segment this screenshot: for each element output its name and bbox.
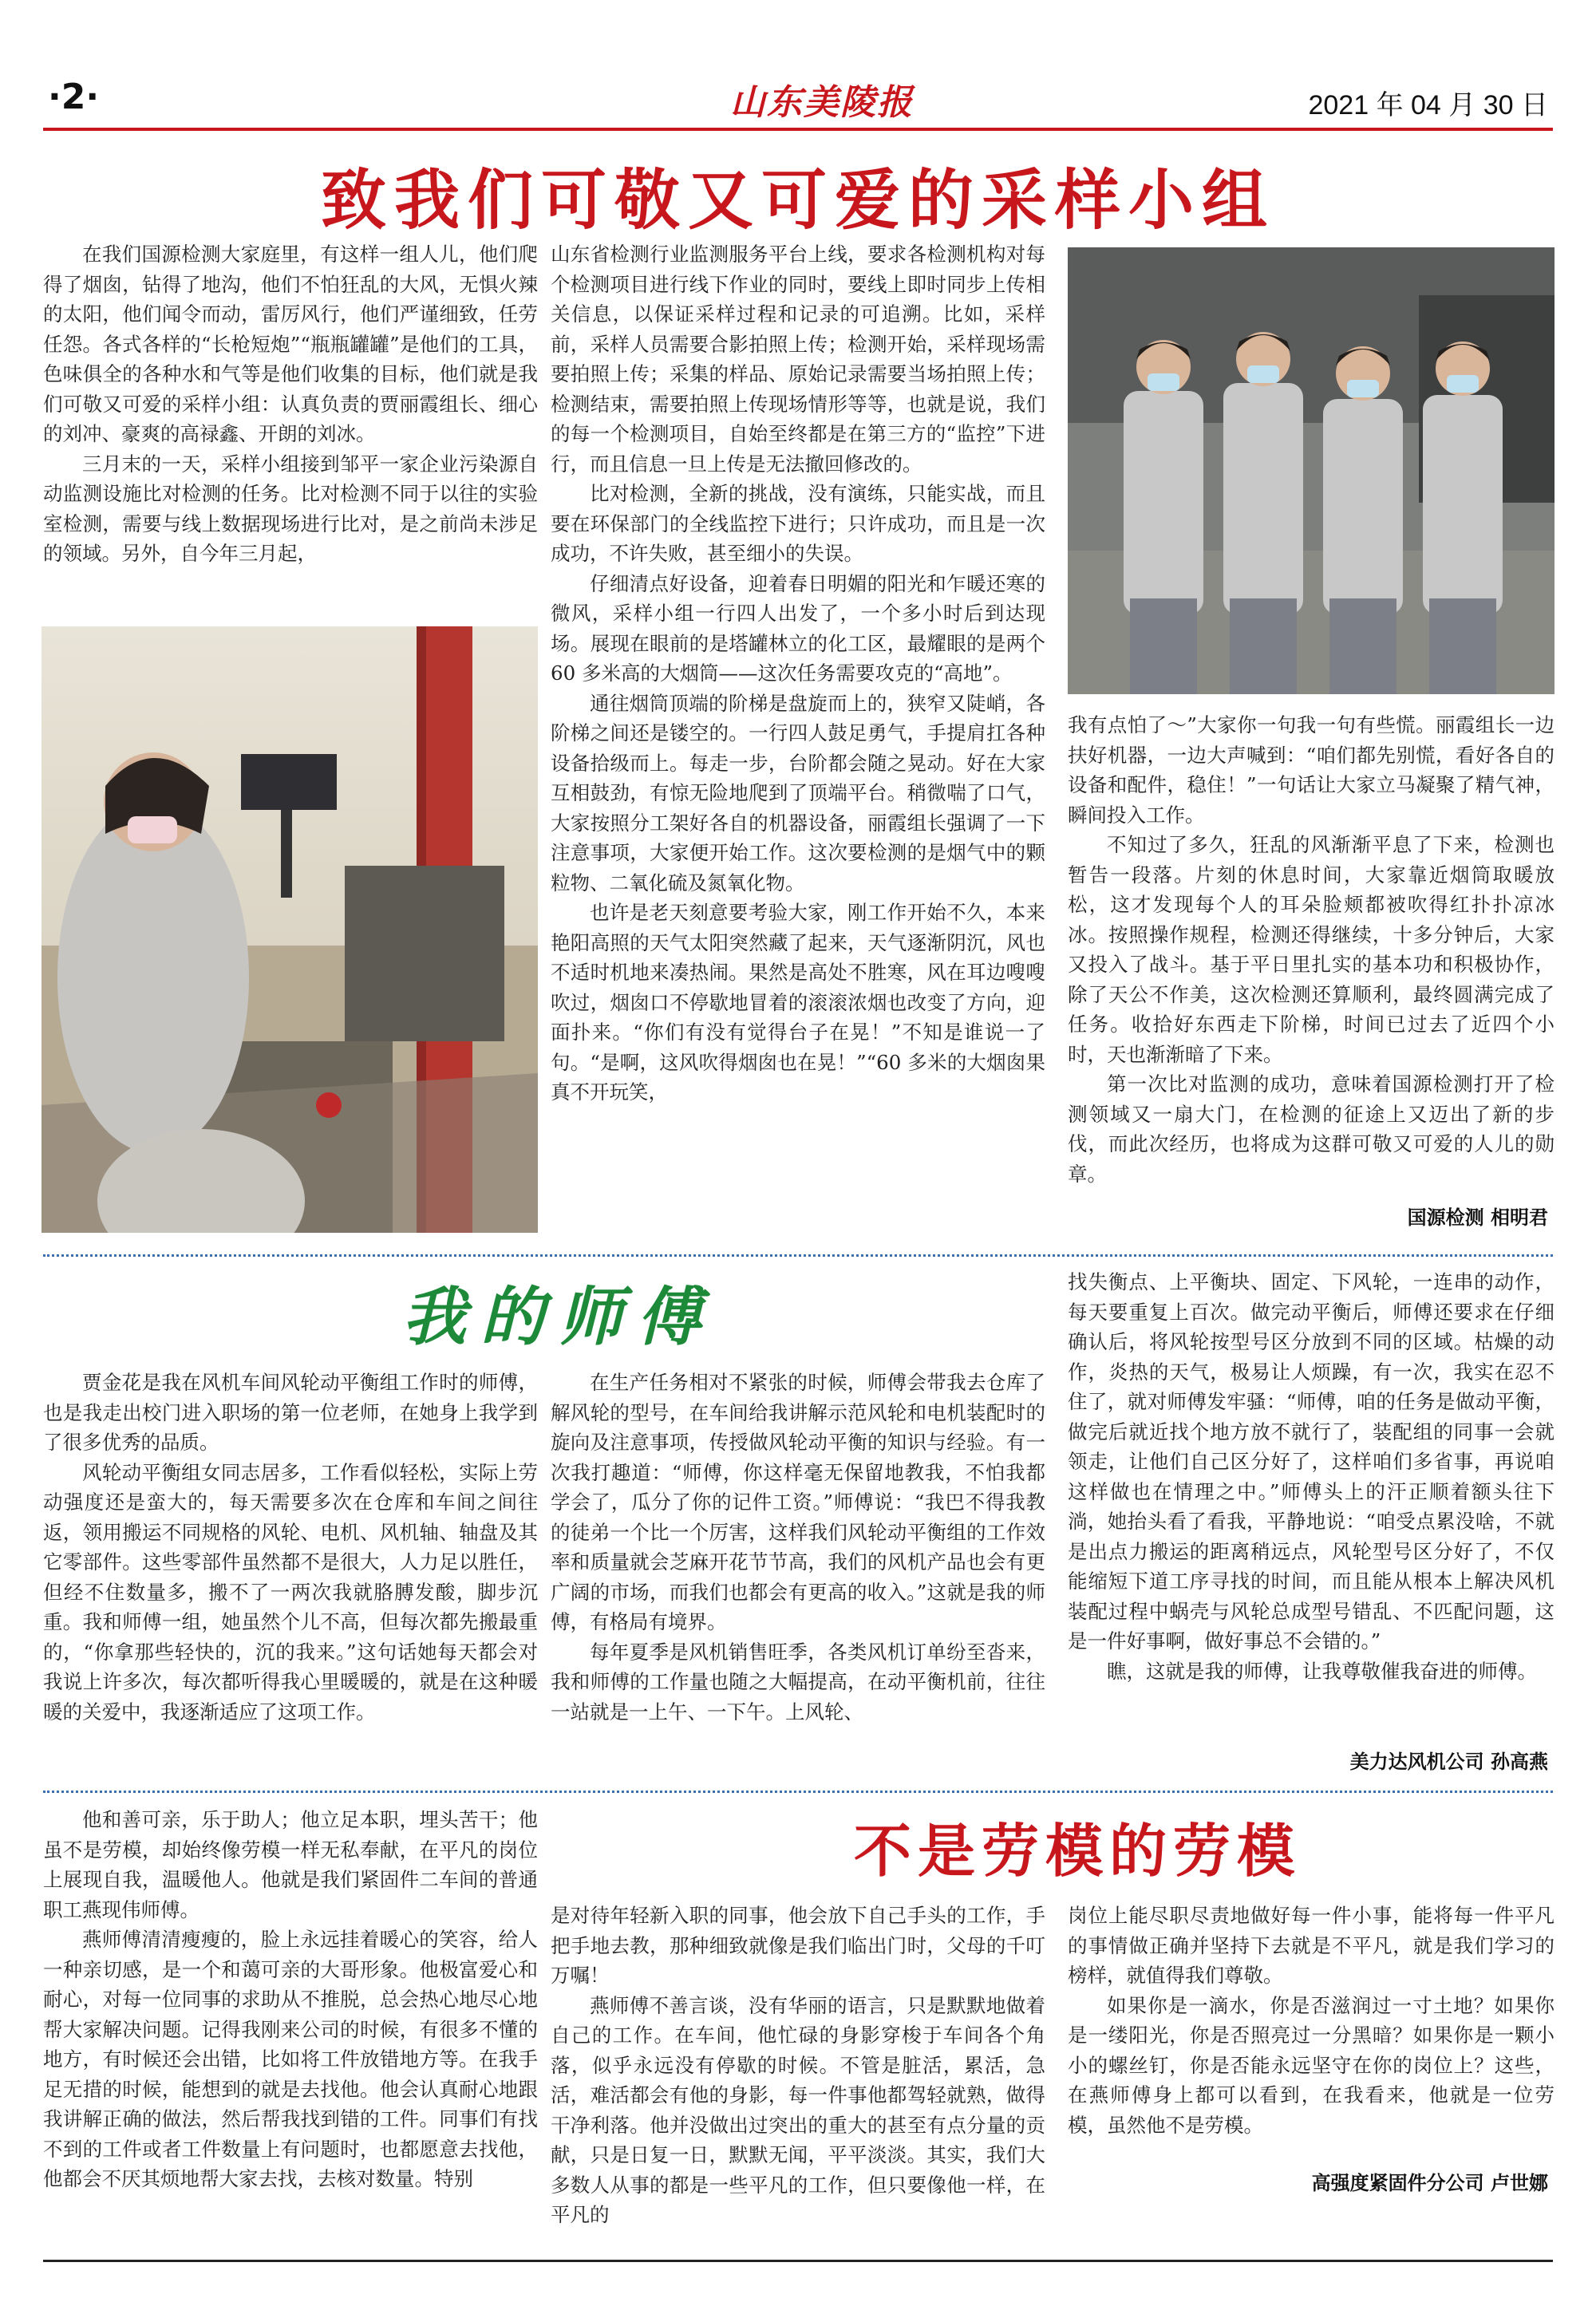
issue-date: 2021 年 04 月 30 日 <box>1308 90 1548 120</box>
article2-column-1 <box>43 1368 538 1727</box>
article2-paragraph: 每年夏季是风机销售旺季，各类风机订单纷至沓来，我和师傅的工作量也随之大幅提高，在动平衡机前，往往一站就是一上午、一下午。上风轮、 <box>551 1640 1045 1724</box>
article1-paragraph: 也许是老天刻意要考验大家，刚工作开始不久，本来艳阳高照的天气太阳突然藏了起来，天气逐渐阴沉，风也不适时机地来凑热闹。果然是高处不胜寒，风在耳边嗖嗖吹过，烟囱口不停歇地冒着的滚滚浓烟也改变了方向，迎面扑来。“你们有没有觉得台子在晃！”不知是谁说一了句。“是啊，这风吹得烟囱也在晃！”“60 多米的大烟囱果真不开玩笑， <box>551 901 1045 1104</box>
article2-paragraph: 贾金花是我在风机车间风轮动平衡组工作时的师傅，也是我走出校门进入职场的第一位老师，在她身上我学到了很多优秀的品质。 <box>43 1371 538 1454</box>
article1-title: 致我们可敬又可爱的采样小组 <box>320 162 1275 239</box>
article1-paragraph: 不知过了多久，狂乱的风渐渐平息了下来，检测也暂告一段落。片刻的休息时间，大家靠近烟筒取暖放松，这才发现每个人的耳朵脸颊都被吹得红扑扑凉冰冰。按照操作规程，检测还得继续，十多分钟后，大家又投入了战斗。基于平日里扎实的基本功和积极协作，除了天公不作美，这次检测还算顺利，最终圆满完成了任务。收拾好东西走下阶梯，时间已过去了近四个小时，天也渐渐暗了下来。 <box>1068 833 1555 1066</box>
article2-column-3 <box>1068 1267 1555 1686</box>
article3-column-3 <box>1068 1901 1555 2140</box>
section-divider <box>43 1791 1553 1793</box>
article3-paragraph: 燕师傅清清瘦瘦的，脸上永远挂着暖心的笑容，给人一种亲切感，是一个和蔼可亲的大哥形象。他极富爱心和耐心，对每一位同事的求助从不推脱，总会热心地尽心地帮大家解决问题。记得我刚来公司的时候，有很多不懂的地方，有时候还会出错，比如将工件放错地方等。在我手足无措的时候，能想到的就是去找他。他会认真耐心地跟我讲解正确的做法，然后帮我找到错的工件。同事们有找不到的工件或者工件数量上有问题时，也都愿意去找他，他都会不厌其烦地帮大家去找，去核对数量。特别 <box>43 1928 538 2190</box>
article1-paragraph: 三月末的一天，采样小组接到邹平一家企业污染源自动监测设施比对检测的任务。比对检测不同于以往的实验室检测，需要与线上数据现场进行比对，是之前尚未涉足的领域。另外，自今年三月起， <box>43 452 538 565</box>
article3-paragraph: 是对待年轻新入职的同事，他会放下自己手头的工作，手把手地去教，那种细致就像是我们临出门时，父母的千叮万嘱！ <box>551 1904 1045 1987</box>
footer-rule <box>43 2260 1553 2262</box>
article3-paragraph: 如果你是一滴水，你是否滋润过一寸土地？如果你是一缕阳光，你是否照亮过一分黑暗？如果你是一颗小小的螺丝钉，你是否能永远坚守在你的岗位上？这些，在燕师傅身上都可以看到，在我看来，他就是一位劳模，虽然他不是劳模。 <box>1068 1993 1555 2137</box>
newspaper-masthead: 山东美陵报 <box>730 82 914 123</box>
article2-column-2 <box>551 1368 1045 1727</box>
article1-column-2 <box>551 239 1045 1108</box>
article3-byline: 高强度紧固件分公司 卢世娜 <box>1311 2172 1548 2194</box>
article1-paragraph: 比对检测，全新的挑战，没有演练，只能实战，而且要在环保部门的全线监控下进行；只许成功，而且是一次成功，不许失败，甚至细小的失误。 <box>551 482 1045 565</box>
header-rule <box>43 128 1553 131</box>
page-number: ·2· <box>48 77 100 117</box>
article3-column-1 <box>43 1805 538 2194</box>
photo-chimney-sampling <box>41 626 538 1233</box>
article2-paragraph: 找失衡点、上平衡块、固定、下风轮，一连串的动作，每天要重复上百次。做完动平衡后，师傅还要求在仔细确认后，将风轮按型号区分放到不同的区域。枯燥的动作，炎热的天气，极易让人烦躁，有一次，我实在忍不住了，就对师傅发牢骚：“师傅，咱的任务是做动平衡，做完后就近找个地方放不就行了，装配组的同事一会就领走，让他们自己区分好了，这样咱们多省事，再说咱这样做也在情理之中。”师傅头上的汗正顺着额头往下淌，她抬头看了看我，平静地说：“咱受点累没啥，不就是出点力搬运的距离稍远点，风轮型号区分好了，不仅能缩短下道工序寻找的时间，而且能从根本上解决风机装配过程中蜗壳与风轮总成型号错乱、不匹配问题，这是一件好事啊，做好事总不会错的。” <box>1068 1270 1555 1652</box>
article1-paragraph: 在我们国源检测大家庭里，有这样一组人儿，他们爬得了烟囱，钻得了地沟，他们不怕狂乱的大风，无惧火辣的太阳，他们闻令而动，雷厉风行，他们严谨细致，任劳任怨。各式各样的“长枪短炮”“瓶瓶罐罐”是他们的工具，色味俱全的各种水和气等是他们收集的目标，他们就是我们可敬又可爱的采样小组：认真负责的贾丽霞组长、细心的刘冲、豪爽的高禄鑫、开朗的刘冰。 <box>43 243 538 445</box>
photo-sampling-team <box>1068 247 1555 694</box>
article1-paragraph: 山东省检测行业监测服务平台上线，要求各检测机构对每个检测项目进行线下作业的同时，要线上即时同步上传相关信息，以保证采样过程和记录的可追溯。比如，采样前，采样人员需要合影拍照上传；检测开始，采样现场需要拍照上传；采集的样品、原始记录需要当场拍照上传；检测结束，需要拍照上传现场情形等等，也就是说，我们的每一个检测项目，自始至终都是在第三方的“监控”下进行，而且信息一旦上传是无法撤回修改的。 <box>551 243 1045 476</box>
article1-paragraph: 我有点怕了～”大家你一句我一句有些慌。丽霞组长一边扶好机器，一边大声喊到：“咱们都先别慌，看好各自的设备和配件，稳住！”一句话让大家立马凝聚了精气神，瞬间投入工作。 <box>1068 713 1555 827</box>
article1-paragraph: 第一次比对监测的成功，意味着国源检测打开了检测领域又一扇大门，在检测的征途上又迈出了新的步伐，而此次经历，也将成为这群可敬又可爱的人儿的勋章。 <box>1068 1072 1555 1186</box>
section-divider <box>43 1254 1553 1257</box>
article2-paragraph: 风轮动平衡组女同志居多，工作看似轻松，实际上劳动强度还是蛮大的，每天需要多次在仓库和车间之间往返，领用搬运不同规格的风轮、电机、风机轴、轴盘及其它零部件。这些零部件虽然都不是很大，人力足以胜任，但经不住数量多，搬不了一两次我就胳膊发酸，脚步沉重。我和师傅一组，她虽然个儿不高，但每次都先搬最重的，“你拿那些轻快的，沉的我来。”这句话她每天都会对我说上许多次，每次都听得我心里暖暖的，就是在这种暖暖的关爱中，我逐渐适应了这项工作。 <box>43 1460 538 1724</box>
article2-paragraph: 在生产任务相对不紧张的时候，师傅会带我去仓库了解风轮的型号，在车间给我讲解示范风轮和电机装配时的旋向及注意事项，传授做风轮动平衡的知识与经验。有一次我打趣道：“师傅，你这样毫无保留地教我，不怕我都学会了，瓜分了你的记件工资。”师傅说：“我巴不得我教的徒弟一个比一个厉害，这样我们风轮动平衡组的工作效率和质量就会芝麻开花节节高，我们的风机产品也会有更广阔的市场，而我们也都会有更高的收入。”这就是我的师傅，有格局有境界。 <box>551 1371 1045 1633</box>
article3-paragraph: 他和善可亲，乐于助人；他立足本职，埋头苦干；他虽不是劳模，却始终像劳模一样无私奉献，在平凡的岗位上展现自我，温暖他人。他就是我们紧固件二车间的普通职工燕现伟师傅。 <box>43 1808 538 1921</box>
article3-column-2 <box>551 1901 1045 2230</box>
article2-title: 我的师傅 <box>402 1279 715 1354</box>
article1-byline: 国源检测 相明君 <box>1407 1206 1548 1229</box>
article2-paragraph: 瞧，这就是我的师傅，让我尊敬催我奋进的师傅。 <box>1107 1659 1537 1683</box>
article1-paragraph: 仔细清点好设备，迎着春日明媚的阳光和乍暖还寒的微风，采样小组一行四人出发了，一个多小时后到达现场。展现在眼前的是塔罐林立的化工区，最耀眼的是两个 60 多米高的大烟筒——这次任务需要攻克的“高地”。 <box>551 571 1045 685</box>
article1-column-1 <box>43 239 538 569</box>
article2-byline: 美力达风机公司 孙高燕 <box>1349 1751 1548 1773</box>
article3-paragraph: 岗位上能尽职尽责地做好每一件小事，能将每一件平凡的事情做正确并坚持下去就是不平凡，就是我们学习的榜样，就值得我们尊敬。 <box>1068 1904 1555 1987</box>
article1-column-3 <box>1068 710 1555 1189</box>
article3-paragraph: 燕师傅不善言谈，没有华丽的语言，只是默默地做着自己的工作。在车间，他忙碌的身影穿梭于车间各个角落，似乎永远没有停歇的时候。不管是脏活，累活，急活，难活都会有他的身影，每一件事他都驾轻就熟，做得干净利落。他并没做出过突出的重大的甚至有点分量的贡献，只是日复一日，默默无闻，平平淡淡。其实，我们大多数人从事的都是一些平凡的工作，但只要像他一样，在平凡的 <box>551 1993 1045 2226</box>
article3-title: 不是劳模的劳模 <box>853 1817 1301 1885</box>
article1-paragraph: 通往烟筒顶端的阶梯是盘旋而上的，狭窄又陡峭，各阶梯之间还是镂空的。一行四人鼓足勇气，手提肩扛各种设备拾级而上。每走一步，台阶都会随之晃动。好在大家互相鼓劲，有惊无险地爬到了顶端平台。稍微喘了口气，大家按照分工架好各自的机器设备，丽霞组长强调了一下注意事项，大家便开始工作。这次要检测的是烟气中的颗粒物、二氧化硫及氮氧化物。 <box>551 691 1045 894</box>
